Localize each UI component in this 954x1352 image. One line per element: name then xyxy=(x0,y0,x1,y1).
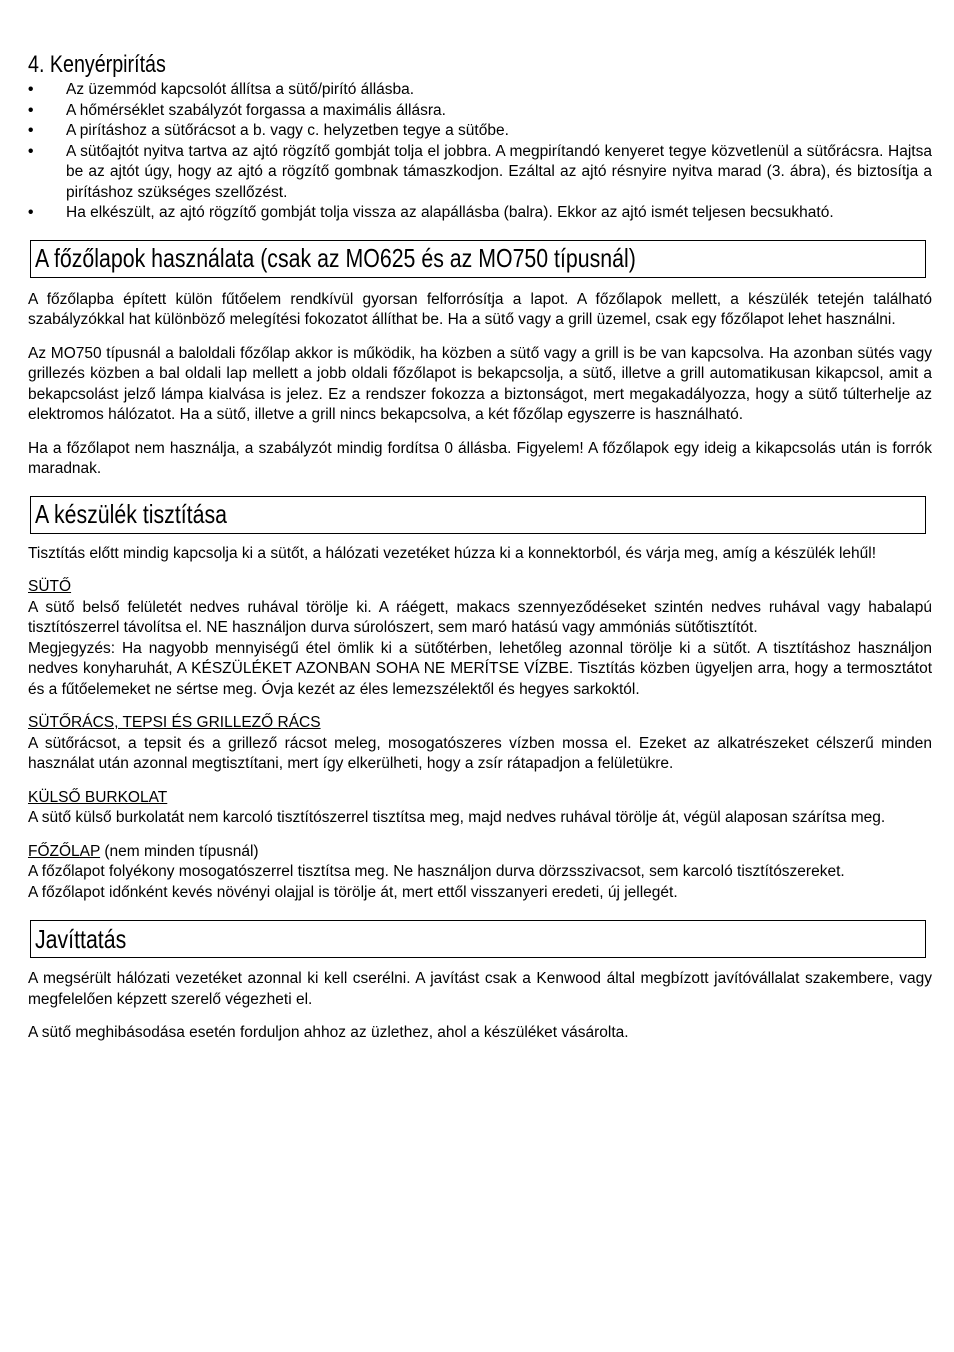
step-text: Az üzemmód kapcsolót állítsa a sütő/pirító állásba. xyxy=(66,81,415,98)
hotplate-subheading: FŐZŐLAP (nem minden típusnál) xyxy=(28,842,259,860)
cleaning-heading-box xyxy=(30,496,926,534)
toasting-step xyxy=(28,142,932,204)
rack-text: A sütőrácsot, a tepsit és a grillező rácsot meleg, mosogatószeres vízben mossa el. Ezeket az alkatrészeket célszerű minden használat után azonnal megtisztítani, mert így elkerülheti, hogy a zsír rátapadjon a felületükre. xyxy=(28,734,932,772)
step-text: A pirításhoz a sütőrácsot a b. vagy c. helyzetben tegye a sütőbe. xyxy=(66,122,509,139)
hotplate-text: A főzőlapot folyékony mosogatószerrel tisztítsa meg. Ne használjon durva dörzsszivacsot, sem karcoló tisztítószereket. xyxy=(28,863,845,880)
toasting-section xyxy=(28,50,932,224)
hotplates-paragraph: Ha a főzőlapot nem használja, a szabályzót mindig fordítsa 0 állásba. Figyelem! A főzőlapok egy ideig a kikapcsolás után is forrók maradnak. xyxy=(28,439,932,477)
exterior-subheading: KÜLSŐ BURKOLAT xyxy=(28,788,168,806)
step-text: A hőmérséklet szabályzót forgassa a maximális állásra. xyxy=(66,101,446,119)
repair-heading-box xyxy=(30,920,926,958)
exterior-text: A sütő külső burkolatát nem karcoló tisztítószerrel tisztítsa meg, majd nedves ruhával törölje át, végül alaposan szárítsa meg. xyxy=(28,809,886,826)
bullet-icon: • xyxy=(28,122,34,139)
hotplates-paragraph: A főzőlapba épített külön fűtőelem rendkívül gyorsan felforrósítja a lapot. A főzőlapok mellett, a készülék tetején található szabályzókkal hat különböző melegítési fokozatot állíthat be. Ha a sütő vagy a grill üzemel, csak egy főzőlapot lehet használni. xyxy=(28,290,932,328)
manual-page xyxy=(28,50,932,1044)
cleaning-intro: Tisztítás előtt mindig kapcsolja ki a sütőt, a hálózati vezetéket húzza ki a konnektorból, és várja meg, amíg a készülék lehűl! xyxy=(28,544,877,562)
toasting-step xyxy=(28,80,932,101)
repair-paragraph: A sütő meghibásodása esetén forduljon ahhoz az üzlethez, ahol a készüléket vásárolta. xyxy=(28,1024,629,1041)
oven-text: A sütő belső felületét nedves ruhával törölje ki. A ráégett, makacs szennyeződéseket szintén nedves ruhával vagy habalapú tisztítószerrel távolítsa el. NE használjon durva súrolószert, sem maró hatású vagy ammóniás sütőtisztítót. xyxy=(28,598,932,636)
bullet-icon: • xyxy=(28,101,34,119)
step-text: A sütőajtót nyitva tartva az ajtó rögzítő gombját tolja el jobbra. A megpirítandó kenyeret tegye közvetlenül a sütőrácsra. Hajtsa be az ajtót úgy, hogy az ajtó a rögzítő gombnak támaszkodjon. Ezáltal az ajtó résnyire nyitva marad (3. ábra), és biztosítja a pirításhoz szükséges szellőzést. xyxy=(66,142,932,201)
bullet-icon: • xyxy=(28,204,34,221)
hotplates-section xyxy=(28,240,932,480)
step-text: Ha elkészült, az ajtó rögzítő gombját tolja vissza az alapállásba (balra). Ekkor az ajtó ismét teljesen becsukható. xyxy=(66,204,834,221)
hotplate-subheading-note: (nem minden típusnál) xyxy=(100,842,259,860)
oven-note: Megjegyzés: Ha nagyobb mennyiségű étel ömlik ki a sütőtérben, lehetőleg azonnal törölje ki a sütőt. A tisztításhoz használjon nedves konyharuhát, A KÉSZÜLÉKET AZONBAN SOHA NE MERÍTSE VÍZBE. Tisztítás közben ügyeljen arra, hogy a termosztátot és a fűtőelemeket ne sértse meg. Óvja kezét az éles lemezszélektől és hegyes sarkoktól. xyxy=(28,639,932,698)
hotplates-heading-box xyxy=(30,240,926,278)
cleaning-title: A készülék tisztítása xyxy=(35,499,227,529)
repair-section xyxy=(28,920,932,1044)
toasting-step xyxy=(28,121,932,142)
hotplate-oil-text: A főzőlapot időnként kevés növényi olajjal is törölje át, mert ettől visszanyeri eredeti, új jellegét. xyxy=(28,883,678,901)
toasting-step xyxy=(28,101,932,122)
hotplates-title: A főzőlapok használata (csak az MO625 és az MO750 típusnál) xyxy=(35,243,636,273)
hotplates-paragraph: Az MO750 típusnál a baloldali főzőlap akkor is működik, ha közben a sütő vagy a grill is be van kapcsolva. Ha azonban sütés vagy grillezés közben a bal oldali lap mellett a jobb oldali főzőlapot is bekapcsolja, a sütő, illetve a grill automatikusan kikapcsol, amit a bekapcsolást jelző lámpa kialvása is jelez. Ez a rendszer fokozza a biztonságot, mert megakadályozza, hogy a sütő túlterhelje az elektromos hálózatot. Ha a sütő, illetve a grill nincs bekapcsolva, a két főzőlap egyszerre is használható. xyxy=(28,344,932,423)
repair-title: Javíttatás xyxy=(35,923,127,954)
rack-subheading: SÜTŐRÁCS, TEPSI ÉS GRILLEZŐ RÁCS xyxy=(28,714,321,731)
oven-subheading: SÜTŐ xyxy=(28,578,72,595)
toasting-title: 4. Kenyérpirítás xyxy=(28,51,166,78)
bullet-icon: • xyxy=(28,81,34,98)
bullet-icon: • xyxy=(28,142,34,160)
cleaning-section xyxy=(28,496,932,904)
toasting-step xyxy=(28,203,932,224)
repair-paragraph: A megsérült hálózati vezetéket azonnal ki kell cserélni. A javítást csak a Kenwood által megbízott javítóvállalat szakembere, vagy megfelelően képzett szerelő végezheti el. xyxy=(28,970,932,1008)
toasting-steps xyxy=(28,80,932,224)
